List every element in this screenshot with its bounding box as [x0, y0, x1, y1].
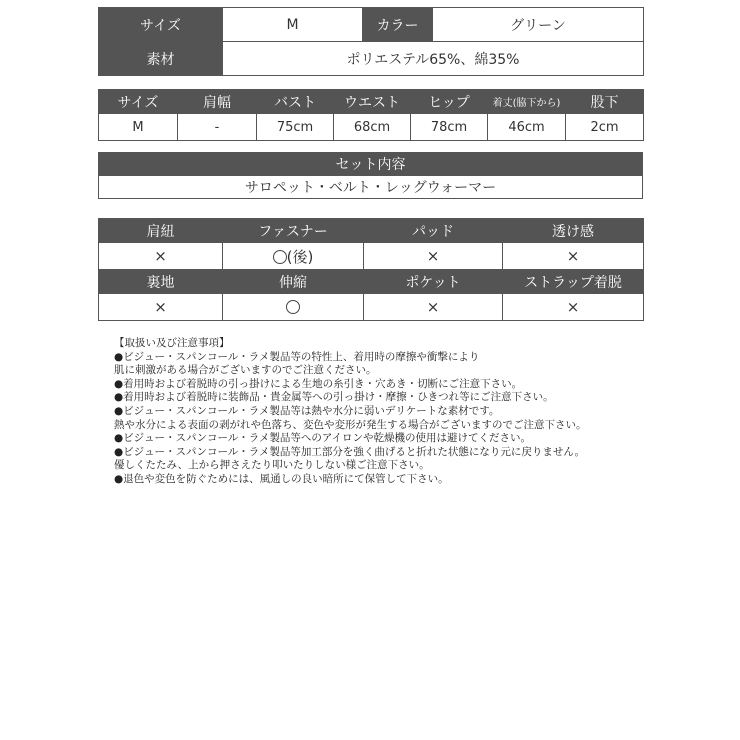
care-notes-title: 【取扱い及び注意事項】	[114, 337, 230, 349]
feature-value-pad: ×	[364, 243, 503, 270]
circle-mark-icon	[286, 300, 300, 314]
features-header-row-2	[99, 270, 644, 294]
material-value: ポリエステル65%、綿35%	[223, 42, 644, 76]
feature-header-pad: パッド	[364, 219, 503, 243]
feature-value-pocket: ×	[364, 294, 503, 321]
color-label: カラー	[363, 8, 433, 42]
feature-value-zipper	[223, 243, 364, 270]
measurement-header-length: 着丈(脇下から)	[488, 90, 566, 114]
measurement-header-inseam: 股下	[566, 90, 644, 114]
measurement-header-bust: バスト	[257, 90, 334, 114]
measurement-header-hip: ヒップ	[411, 90, 488, 114]
basic-info-row-size-color	[99, 8, 644, 42]
measurement-header-shoulder: 肩幅	[178, 90, 257, 114]
care-note-line: 優しくたたみ、上から押さえたり叩いたりしない様ご注意下さい。	[114, 459, 430, 472]
feature-header-pocket: ポケット	[364, 270, 503, 294]
care-note-line: ●ビジュー・スパンコール・ラメ製品等へのアイロンや乾燥機の使用は避けてください。	[114, 432, 531, 445]
set-contents-header-row	[99, 153, 643, 176]
feature-header-transparency: 透け感	[503, 219, 644, 243]
care-note-line: 熱や水分による表面の剥がれや色落ち、変色や変形が発生する場合がございますのでご注意下さい。	[114, 418, 587, 431]
measurement-value-size: M	[99, 114, 178, 141]
measurement-header-size: サイズ	[99, 90, 178, 114]
features-value-row-1	[99, 243, 644, 270]
material-label: 素材	[99, 42, 223, 76]
size-value: M	[223, 8, 363, 42]
color-value: グリーン	[433, 8, 644, 42]
measurements-header-row	[99, 90, 644, 114]
measurement-header-waist: ウエスト	[334, 90, 411, 114]
set-contents-value-row	[99, 176, 643, 199]
care-note-line: ●ビジュー・スパンコール・ラメ製品等加工部分を強く曲げると折れた状態になり元に戻りません。	[114, 445, 586, 458]
set-contents-label: セット内容	[99, 153, 643, 176]
measurement-value-length: 46cm	[488, 114, 566, 141]
feature-value-strap-removable: ×	[503, 294, 644, 321]
care-note-line: ●ビジュー・スパンコール・ラメ製品等の特性上、着用時の摩擦や衝撃により	[114, 350, 480, 363]
feature-header-zipper: ファスナー	[223, 219, 364, 243]
size-label: サイズ	[99, 8, 223, 42]
measurement-value-waist: 68cm	[334, 114, 411, 141]
care-notes	[114, 337, 587, 487]
features-value-row-2	[99, 294, 644, 321]
set-contents-table	[98, 152, 643, 199]
care-note-line: ●退色や変色を防ぐためには、風通しの良い暗所にて保管して下さい。	[114, 472, 449, 485]
measurement-value-bust: 75cm	[257, 114, 334, 141]
feature-header-lining: 裏地	[99, 270, 223, 294]
care-note-line: 肌に刺激がある場合がございますのでご注意ください。	[114, 364, 377, 377]
set-contents-value: サロペット・ベルト・レッグウォーマー	[99, 176, 643, 199]
feature-header-strap-removable: ストラップ着脱	[503, 270, 644, 294]
features-header-row-1	[99, 219, 644, 243]
circle-mark-icon	[273, 250, 287, 264]
feature-value-stretch	[223, 294, 364, 321]
measurement-value-hip: 78cm	[411, 114, 488, 141]
feature-value-lining: ×	[99, 294, 223, 321]
care-note-line: ●ビジュー・スパンコール・ラメ製品等は熱や水分に弱いデリケートな素材です。	[114, 404, 500, 417]
features-table	[98, 218, 644, 321]
measurement-value-shoulder: -	[178, 114, 257, 141]
feature-value-transparency: ×	[503, 243, 644, 270]
basic-info-row-material	[99, 42, 644, 76]
feature-value-shoulder-strap: ×	[99, 243, 223, 270]
care-note-line: ●着用時および着脱時の引っ掛けによる生地の糸引き・穴あき・切断にご注意下さい。	[114, 377, 523, 390]
measurement-value-inseam: 2cm	[566, 114, 644, 141]
feature-header-shoulder-strap: 肩紐	[99, 219, 223, 243]
care-note-line: ●着用時および着脱時に装飾品・貴金属等への引っ掛け・摩擦・ひきつれ等にご注意下さい。	[114, 391, 554, 404]
measurements-table	[98, 89, 644, 141]
basic-info-table	[98, 7, 644, 76]
feature-header-stretch: 伸縮	[223, 270, 364, 294]
feature-value-zipper-text: (後)	[286, 247, 314, 266]
measurements-value-row	[99, 114, 644, 141]
